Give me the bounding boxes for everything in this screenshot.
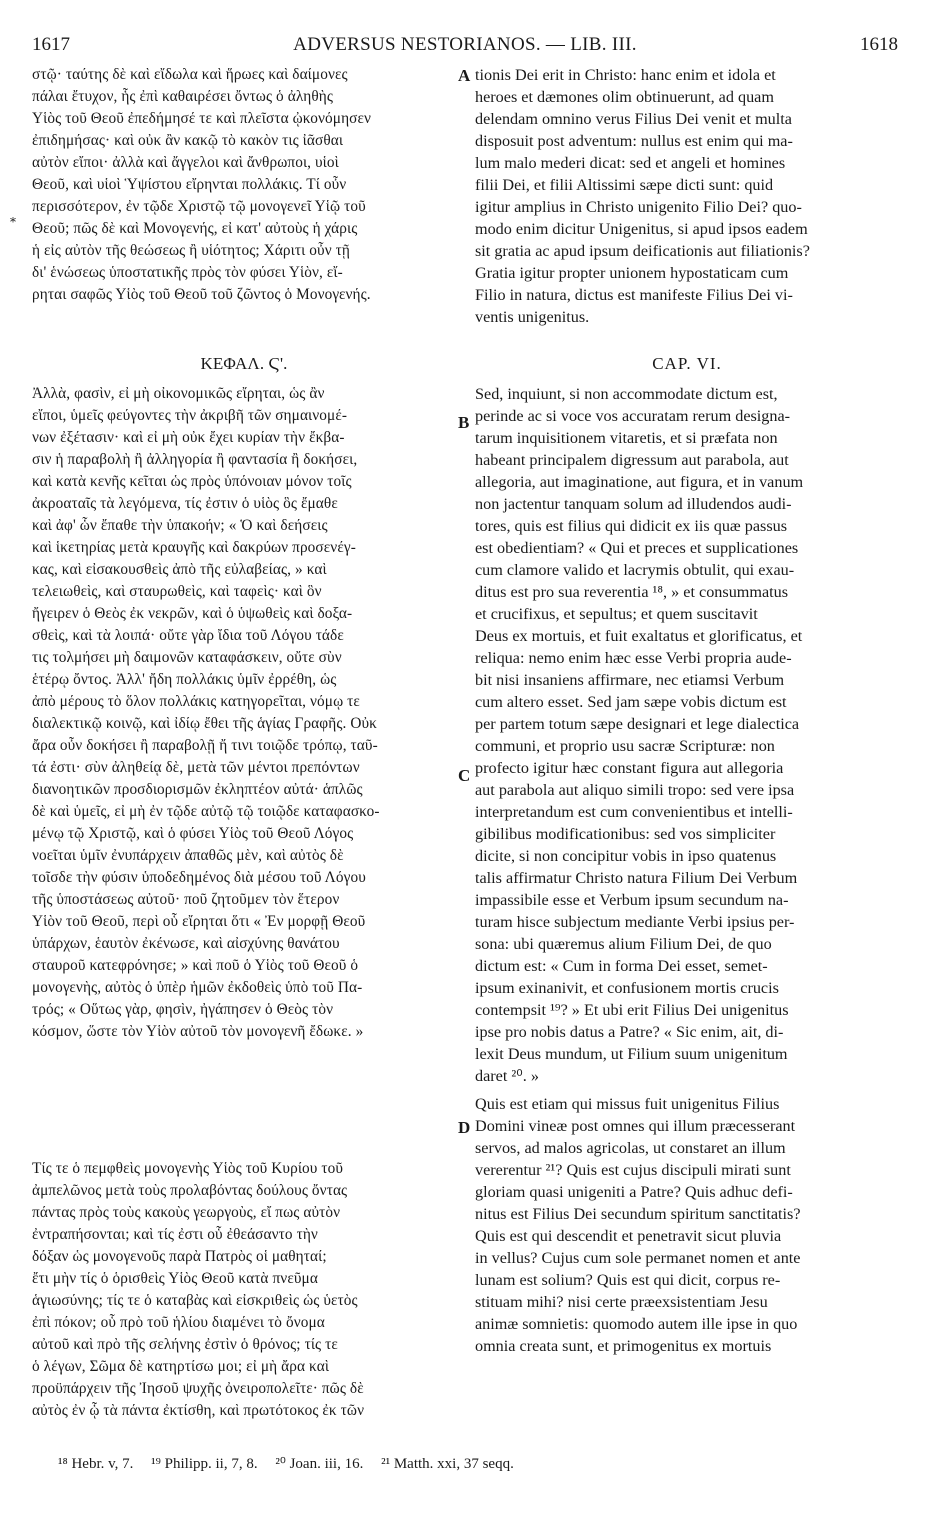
text-line: cum altero esset. Sed jam sæpe vobis dictum est xyxy=(475,693,787,711)
text-line: ἐντραπήσονται; καὶ τίς ἐστι οὗ ἐθεάσαντο τὴν xyxy=(32,1226,318,1243)
text-line: contempsit ¹⁹? » Et ubi erit Filius Dei unigenitus xyxy=(475,1001,789,1019)
text-line: dicite, si non concipitur vobis in ipso quatenus xyxy=(475,847,777,865)
text-line: δι' ἑνώσεως ὑποστατικῆς πρὸς τὸν φύσει Υἱὸν, εἴ- xyxy=(32,264,343,281)
text-line: Υἱὸς τοῦ Θεοῦ ἐπεδήμησέ τε καὶ πλεῖστα ᾠκονόμησεν xyxy=(32,110,372,127)
text-line: non jactentur tanquam solum ad illudendos audi- xyxy=(475,495,792,513)
text-line: ventis unigenitus. xyxy=(475,308,590,326)
text-line: ἡ εἰς αὐτὸν τῆς θεώσεως ἢ υἱότητος; Χάριτι οὖν τῇ xyxy=(32,242,350,259)
text-line: νων ἐξέτασιν· καὶ εἰ μὴ οὐκ ἔχει κυρίαν τὴν ἔκβα- xyxy=(32,429,345,446)
text-line: bit nisi insaniens affirmare, nec etiamsi Verbum xyxy=(475,671,785,689)
text-line: Domini vineæ post omnes qui illum præcesserant xyxy=(475,1117,796,1135)
text-line: στῷ· ταύτης δὲ καὶ εἴδωλα καὶ ἥρωες καὶ δαίμονες xyxy=(32,66,348,83)
text-line: περισσότερον, ἐν τῷδε Χριστῷ τῷ μονογενεῖ Υἱῷ τοῦ xyxy=(32,198,366,215)
text-line: delendam omnino verus Filius Dei venit et multa xyxy=(475,110,792,128)
right-page-number: 1618 xyxy=(860,34,898,55)
footnotes xyxy=(58,1454,758,1473)
text-line: vererentur ²¹? Quis est cujus discipuli mirati sunt xyxy=(475,1161,791,1179)
running-title: ADVERSUS NESTORIANOS. — LIB. III. xyxy=(293,34,637,55)
footnote-19: ¹⁹ Philipp. ii, 7, 8. xyxy=(151,1456,258,1472)
footnote-18: ¹⁸ Hebr. v, 7. xyxy=(58,1456,134,1472)
text-line: μένῳ τῷ Χριστῷ, καὶ ὁ φύσει Υἱὸς τοῦ Θεοῦ Λόγος xyxy=(32,825,354,842)
text-line: προϋπάρχειν τῆς Ἰησοῦ ψυχῆς ὀνειροπολεῖτε· πῶς δὲ xyxy=(32,1380,364,1397)
text-line: Θεοῦ, καὶ υἱοὶ Ὑψίστου εἴρηνται πολλάκις. Τί οὖν xyxy=(32,176,347,193)
footnote-21: ²¹ Matth. xxi, 37 seqq. xyxy=(381,1456,514,1472)
text-line: et crucifixus, et sepultus; et quem suscitavit xyxy=(475,605,758,623)
text-line: gibilibus modificationibus: sed vos simpliciter xyxy=(475,825,776,843)
text-line: allegoria, aut imaginatione, aut figura, et in vanum xyxy=(475,473,804,491)
text-line: cum clamore valido et lacrymis obtulit, qui exau- xyxy=(475,561,795,579)
text-line: ipsum exinanivit, et confusionem mortis crucis xyxy=(475,979,779,997)
text-line: Deus ex mortuis, et fuit exaltatus et glorificatus, et xyxy=(475,627,803,645)
text-line: sona: ubi quæremus alium Filium Dei, de quo xyxy=(475,935,772,953)
text-line: tionis Dei erit in Christo: hanc enim et idola et xyxy=(475,66,776,84)
text-line: sit gratia ac apud ipsum deificationis aut filiationis? xyxy=(475,242,810,260)
text-line: Ἀλλὰ, φασὶν, εἰ μὴ οἰκονομικῶς εἴρηται, ὡς ἂν xyxy=(32,385,325,402)
margin-marker-a: A xyxy=(458,66,471,85)
text-line: καὶ ἱκετηρίας μετὰ κραυγῆς καὶ δακρύων προσενέγ- xyxy=(32,539,356,556)
text-line: εἴποι, ὑμεῖς φεύγοντες τὴν ἀκριβῆ τῶν σημαινομέ- xyxy=(32,407,348,424)
text-line: δόξαν ὡς μονογενοῦς παρὰ Πατρὸς οἱ μαθηταί; xyxy=(32,1248,327,1265)
text-line: κόσμον, ὥστε τὸν Υἱὸν αὐτοῦ τὸν μονογενῆ ἔδωκε. » xyxy=(32,1023,364,1040)
text-line: talis affirmatur Christo natura Filium Dei Verbum xyxy=(475,869,798,887)
text-line: σταυροῦ κατεφρόνησε; » καὶ ποῦ ὁ Υἱὸς τοῦ Θεοῦ ὁ xyxy=(32,957,359,974)
text-line: animæ somnietis: quomodo autem ille ipse in quo xyxy=(475,1315,798,1333)
margin-marker-d: D xyxy=(458,1118,471,1137)
text-line: ἄρα οὖν δοκήσει ἢ παραβολῇ ἤ τινι τοιῷδε τρόπῳ, ταῦ- xyxy=(32,737,378,754)
text-line: Sed, inquiunt, si non accommodate dictum est, xyxy=(475,385,778,403)
text-line: σιν ἡ παραβολὴ ἢ ἀλληγορία ἢ φαντασία ἢ δοκήσει, xyxy=(32,451,358,468)
text-line: tores, quis est filius qui didicit ex iis quæ passus xyxy=(475,517,788,535)
text-line: est obedientiam? « Qui et preces et supplicationes xyxy=(475,539,799,557)
text-line: omnia creata sunt, et primogenitus ex mortuis xyxy=(475,1337,772,1355)
text-line: σθεὶς, καὶ τὰ λοιπά· οὔτε γὰρ ἴδια τοῦ Λόγου τάδε xyxy=(32,627,344,644)
text-line: ἀμπελῶνος μετὰ τοὺς προλαβόντας δούλους ὄντας xyxy=(32,1182,348,1199)
text-line: διανοητικῶν προσδιορισμῶν ἐκληπτέον αὐτά· ἁπλῶς xyxy=(32,781,363,798)
text-line: τά ἐστι· σὺν ἀληθείᾳ δὲ, μετὰ τῶν μέντοι πρεπόντων xyxy=(32,759,360,776)
text-line: filii Dei, et filii Altissimi sæpe dicti sunt: quid xyxy=(475,176,774,194)
text-line: τις τολμήσει μὴ δαιμονῶν καταφάσκειν, οὔτε σὺν xyxy=(32,649,342,666)
text-line: ὁ λέγων, Σῶμα δὲ κατηρτίσω μοι; εἰ μὴ ἄρα καὶ xyxy=(32,1358,330,1375)
text-line: lunam est solium? Quis est qui dicit, corpus re- xyxy=(475,1271,781,1289)
text-line: ἀκροαταῖς τὰ λεγόμενα, τίς ἐστιν ὁ υἱὸς ὃς ἔμαθε xyxy=(32,495,338,512)
text-line: aut parabola aut aliquo simili tropo: sed vere ipsa xyxy=(475,781,795,799)
text-line: dictum est: « Cum in forma Dei esset, semet- xyxy=(475,957,768,975)
text-line: τελειωθεὶς, καὶ σταυρωθεὶς, καὶ ταφεὶς· καὶ ὃν xyxy=(32,583,322,600)
text-line: modo enim dicitur Unigenitus, si apud ipsos eadem xyxy=(475,220,808,238)
text-line: ἐπὶ πόκον; οὗ πρὸ τοῦ ἡλίου διαμένει τὸ ὄνομα xyxy=(32,1314,325,1331)
text-line: κας, καὶ εἰσακουσθεὶς ἀπὸ τῆς εὐλαβείας, » καὶ xyxy=(32,561,327,578)
text-line: ipse pro nobis datus a Patre? « Sic enim, ait, di- xyxy=(475,1023,784,1041)
text-line: νοεῖται ὑμῖν ἐνυπάρχειν ἀπαθῶς μὲν, καὶ αὐτὸς δὲ xyxy=(32,847,344,864)
text-line: in vellus? Cujus cum sole permanet nomen et ante xyxy=(475,1249,801,1267)
text-line: τρός; « Οὕτως γὰρ, φησὶν, ἠγάπησεν ὁ Θεὸς τὸν xyxy=(32,1001,334,1018)
text-line: tarum inquisitionem vitaretis, et si præfata non xyxy=(475,429,778,447)
text-line: perinde ac si voce vos accuratam rerum designa- xyxy=(475,407,791,425)
page-header xyxy=(32,34,898,62)
text-line: interpretandum est cum convenientibus et intelli- xyxy=(475,803,793,821)
footnote-20: ²⁰ Joan. iii, 16. xyxy=(275,1456,364,1472)
text-line: reliqua: nemo enim hæc esse Verbi propria aude- xyxy=(475,649,792,667)
text-line: πάλαι ἔτυχον, ἧς ἐπὶ καθαιρέσει ὄντως ὁ ἀληθὴς xyxy=(32,88,334,105)
text-line: πάντας πρὸς τοὺς κακοὺς γεωργοὺς, εἴ πως αὐτὸν xyxy=(32,1204,341,1221)
margin-marker-b: B xyxy=(458,413,470,432)
text-line: ἑτέρῳ ὄντος. Ἀλλ' ἤδη πολλάκις ὑμῖν ἐρρέθη, ὡς xyxy=(32,671,337,688)
text-line: ρηται σαφῶς Υἱὸς τοῦ Θεοῦ τοῦ ζῶντος ὁ Μονογενής. xyxy=(32,286,371,303)
text-line: habeant principalem digressum aut parabola, aut xyxy=(475,451,789,469)
text-line: lexit Deus mundum, ut Filium suum unigenitum xyxy=(475,1045,788,1063)
text-line: δὲ καὶ ὑμεῖς, εἰ μὴ ἐν τῷδε αὐτῷ τῷ τοιῷδε καταφασκο- xyxy=(32,803,380,820)
text-line: communi, et proprio usu sacræ Scripturæ: non xyxy=(475,737,775,755)
text-line: ἤγειρεν ὁ Θεὸς ἐκ νεκρῶν, καὶ ὁ ὑψωθεὶς καὶ δοξα- xyxy=(32,605,353,622)
text-line: disposuit post adventum: nullus est enim qui ma- xyxy=(475,132,793,150)
text-line: ἔτι μὴν τίς ὁ ὁρισθεὶς Υἱὸς Θεοῦ κατὰ πνεῦμα xyxy=(32,1270,318,1287)
text-line: ditus est pro sua reverentia ¹⁸, » et consummatus xyxy=(475,583,789,601)
text-line: lum malo mederi dicat: sed et angeli et homines xyxy=(475,154,786,172)
text-line: Τίς τε ὁ πεμφθεὶς μονογενὴς Υἱὸς τοῦ Κυρίου τοῦ xyxy=(32,1160,344,1177)
margin-asterisk: * xyxy=(10,215,16,229)
text-line: ἀπὸ μέρους τὸ ὅλον πολλάκις κατηγορεῖται, νόμῳ τε xyxy=(32,693,360,710)
text-line: Filio in natura, dictus est manifeste Filius Dei vi- xyxy=(475,286,793,304)
text-line: αὐτὸν εἴποι· ἀλλὰ καὶ ἄγγελοι καὶ ἄνθρωποι, υἱοὶ xyxy=(32,154,339,171)
text-line: Υἱὸν τοῦ Θεοῦ, περὶ οὗ εἴρηται ὅτι « Ἐν μορφῇ Θεοῦ xyxy=(32,913,366,930)
text-line: αὐτοῦ καὶ πρὸ τῆς σελήνης ἐστὶν ὁ θρόνος; τίς τε xyxy=(32,1336,338,1353)
text-line: τοῖσδε τὴν φύσιν ὑποδεδημένος διὰ μέσου τοῦ Λόγου xyxy=(32,869,366,886)
text-line: καὶ ἀφ' ὧν ἔπαθε τὴν ὑπακοήν; « Ὁ καὶ δεήσεις xyxy=(32,517,328,534)
text-line: per partem totum sæpe designari et lege dialectica xyxy=(475,715,800,733)
text-line: daret ²⁰. » xyxy=(475,1067,539,1085)
text-line: διαλεκτικῷ κοινῷ, καὶ ἰδίῳ ἔθει τῆς ἁγίας Γραφῆς. Οὐκ xyxy=(32,715,377,732)
text-line: impassibile esse et Verbum ipsum secundum na- xyxy=(475,891,789,909)
text-line: gloriam quasi unigeniti a Patre? Quis adhuc defi- xyxy=(475,1183,793,1201)
text-line: nitus est Filius Dei secundum spiritum sanctitatis? xyxy=(475,1205,801,1223)
text-line: Quis est qui descendit et penetravit sicut pluvia xyxy=(475,1227,782,1245)
text-line: Quis est etiam qui missus fuit unigenitus Filius xyxy=(475,1095,780,1113)
margin-marker-c: C xyxy=(458,766,471,785)
chapter-heading: CAP. VI. xyxy=(652,354,722,373)
text-line: μονογενὴς, αὐτὸς ὁ ὑπὲρ ἡμῶν ἐκδοθεὶς ὑπὸ τοῦ Πα- xyxy=(32,979,363,996)
text-line: servos, ad malos agricolas, ut constaret an illum xyxy=(475,1139,786,1157)
chapter-heading: ΚΕΦΑΛ. Ϛ'. xyxy=(200,354,288,373)
text-line: ἁγιωσύνης; τίς τε ὁ καταβὰς καὶ εἰσκριθεὶς ὡς ὑετὸς xyxy=(32,1292,358,1309)
text-line: turam hisce subjectum mediante Verbi ipsius per- xyxy=(475,913,795,931)
text-line: stituam mihi? nisi certe præexsistentiam Jesu xyxy=(475,1293,768,1311)
text-line: τῆς ὑποστάσεως αὐτοῦ· ποῦ ζητοῦμεν τὸν ἕτερον xyxy=(32,891,340,908)
text-line: profecto igitur hæc constant figura aut allegoria xyxy=(475,759,784,777)
text-line: Θεοῦ; πῶς δὲ καὶ Μονογενής, εἰ κατ' αὐτοὺς ἡ χάρις xyxy=(32,220,358,237)
text-line: αὐτὸς ἐν ᾧ τὰ πάντα ἐκτίσθη, καὶ πρωτότοκος ἐκ τῶν xyxy=(32,1402,365,1419)
left-page-number: 1617 xyxy=(32,34,70,55)
text-line: Gratia igitur propter unionem hypostaticam cum xyxy=(475,264,789,282)
text-line: ὑπάρχων, ἑαυτὸν ἐκένωσε, καὶ αἰσχύνης θανάτου xyxy=(32,935,340,952)
text-line: heroes et dæmones olim obtinuerunt, ad quam xyxy=(475,88,774,106)
text-line: καὶ κατὰ κενῆς κεῖται ὡς πρὸς ὑπόνοιαν μόνον τοῖς xyxy=(32,473,352,490)
text-line: ἐπιδημήσας· καὶ οὐκ ἂν κακῷ τὸ κακὸν τις ἰᾶσθαι xyxy=(32,132,344,149)
text-line: igitur amplius in Christo unigenito Filio Dei? quo- xyxy=(475,198,802,216)
